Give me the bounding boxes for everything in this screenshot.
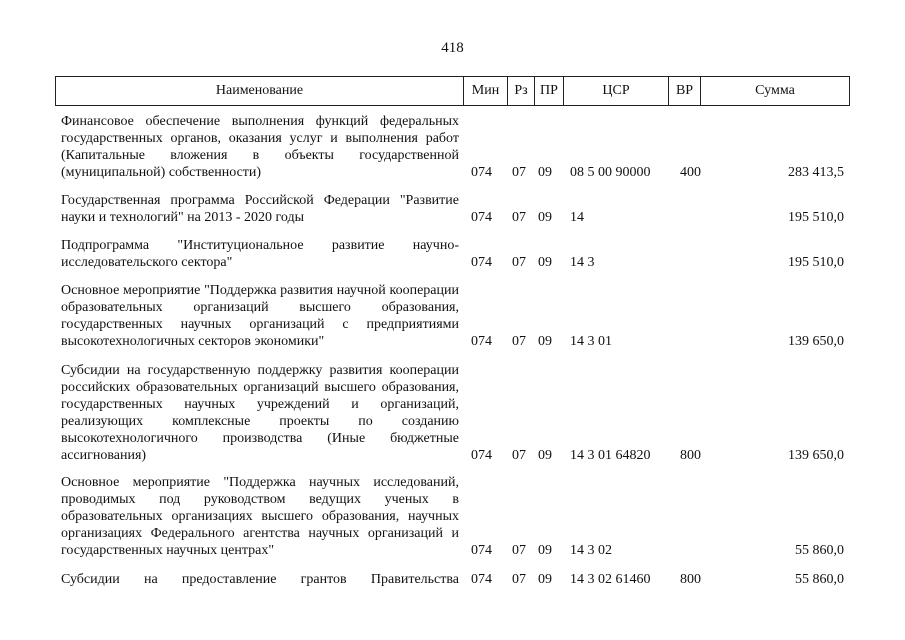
- row-rz: 07: [512, 210, 526, 225]
- row-rz: 07: [512, 448, 526, 463]
- row-name: Основное мероприятие "Поддержка развития научной кооперации образовательных организаций высшего образования, государственных научных организаций с предприятиями высокотехнологичных секторов экономики": [61, 283, 459, 349]
- header-pr: ПР: [535, 77, 564, 105]
- row-min: 074: [471, 543, 492, 558]
- table-row: [61, 282, 850, 350]
- table-row: [61, 474, 850, 559]
- row-name: Подпрограмма "Институциональное развитие научно-исследовательского сектора": [61, 238, 459, 270]
- header-sum: Сумма: [755, 83, 795, 98]
- page-number: 418: [441, 40, 464, 56]
- row-csr: 14: [570, 210, 584, 225]
- row-sum: 55 860,0: [795, 572, 844, 587]
- row-min: 074: [471, 572, 492, 587]
- row-pr: 09: [538, 210, 552, 225]
- row-min: 074: [471, 255, 492, 270]
- row-name: Государственная программа Российской Федерации "Развитие науки и технологий" на 2013 - 2020 годы: [61, 193, 459, 225]
- row-name: Субсидии на государственную поддержку развития кооперации российских образовательных организаций высшего образования, государственных научных учреждений и организаций, реализующих комплексные проекты по созданию высокотехнологичного производства (Иные бюджетные ассигнования): [61, 363, 459, 463]
- row-min: 074: [471, 334, 492, 349]
- row-min: 074: [471, 448, 492, 463]
- header-vr: ВР: [669, 77, 701, 105]
- row-rz: 07: [512, 543, 526, 558]
- row-pr: 09: [538, 448, 552, 463]
- row-sum: 195 510,0: [788, 210, 844, 225]
- table-header: [55, 76, 850, 106]
- row-pr: 09: [538, 572, 552, 587]
- row-csr: 08 5 00 90000: [570, 165, 651, 180]
- row-sum: 195 510,0: [788, 255, 844, 270]
- row-rz: 07: [512, 334, 526, 349]
- row-name: Финансовое обеспечение выполнения функций федеральных государственных органов, оказания услуг и выполнения работ (Капитальные вложения в объекты государственной (муниципальной) собственности): [61, 114, 459, 180]
- header-name: Наименование: [56, 77, 464, 105]
- row-csr: 14 3 01 64820: [570, 448, 651, 463]
- table-row: [61, 113, 850, 181]
- row-sum: 139 650,0: [788, 334, 844, 349]
- row-vr: 800: [680, 448, 701, 463]
- row-csr: 14 3: [570, 255, 595, 270]
- row-pr: 09: [538, 165, 552, 180]
- row-rz: 07: [512, 255, 526, 270]
- row-pr: 09: [538, 255, 552, 270]
- row-vr: 400: [680, 165, 701, 180]
- table-row: [61, 237, 850, 271]
- row-pr: 09: [538, 334, 552, 349]
- row-min: 074: [471, 165, 492, 180]
- row-sum: 139 650,0: [788, 448, 844, 463]
- row-rz: 07: [512, 572, 526, 587]
- header-rz: Рз: [508, 77, 535, 105]
- row-pr: 09: [538, 543, 552, 558]
- row-rz: 07: [512, 165, 526, 180]
- table-row: [61, 192, 850, 226]
- header-csr: ЦСР: [564, 77, 669, 105]
- row-sum: 283 413,5: [788, 165, 844, 180]
- row-name: Субсидии на предоставление грантов Правительства: [61, 572, 459, 587]
- row-csr: 14 3 02: [570, 543, 612, 558]
- row-min: 074: [471, 210, 492, 225]
- row-sum: 55 860,0: [795, 543, 844, 558]
- header-min: Мин: [464, 77, 508, 105]
- row-csr: 14 3 02 61460: [570, 572, 651, 587]
- row-vr: 800: [680, 572, 701, 587]
- table-row: [61, 571, 850, 588]
- row-name: Основное мероприятие "Поддержка научных исследований, проводимых под руководством ведущих ученых в образовательных организациях высшего образования, научных организациях Федерального агентства научных организаций и государственных научных центрах": [61, 475, 459, 558]
- row-csr: 14 3 01: [570, 334, 612, 349]
- table-row: [61, 362, 850, 464]
